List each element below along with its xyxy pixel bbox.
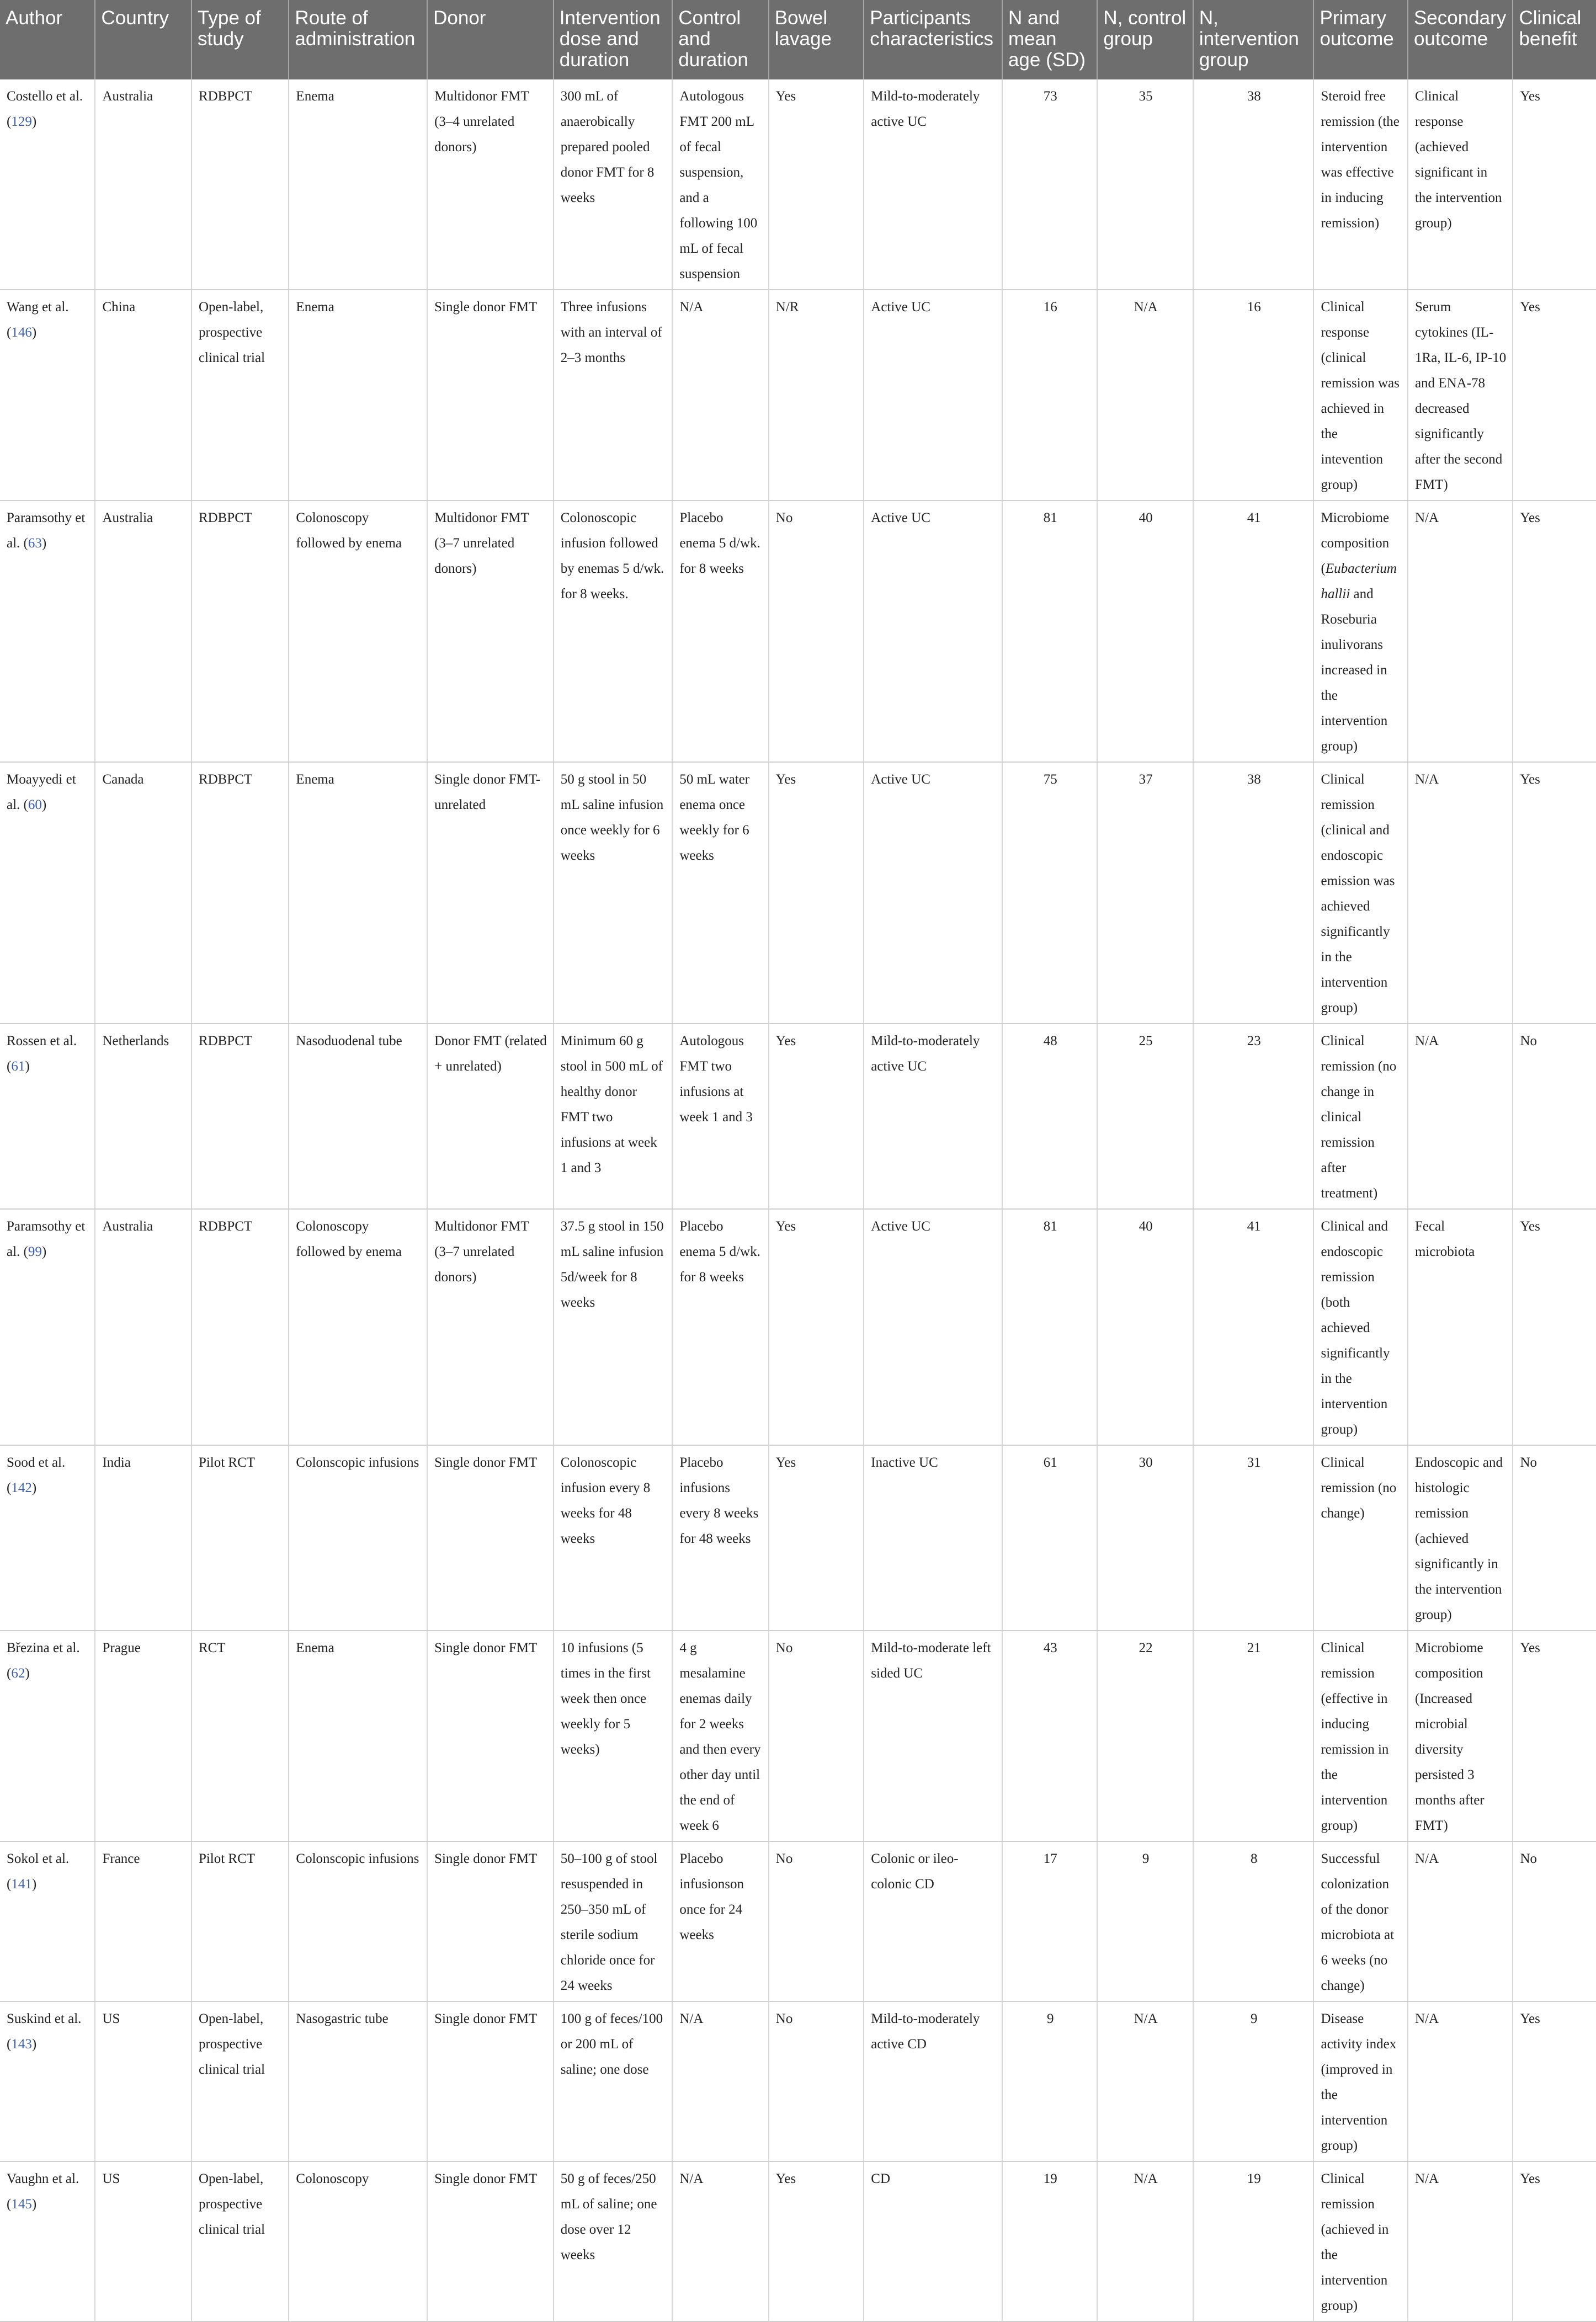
cell-n-intervention: 31 [1193, 1445, 1314, 1631]
cell-route: Enema [289, 762, 427, 1024]
cell-lavage: Yes [769, 1445, 864, 1631]
column-header: Donor [427, 0, 554, 79]
column-header: Primary outcome [1313, 0, 1407, 79]
cell-participants: Active UC [864, 290, 1002, 500]
reference-link[interactable]: 60 [28, 797, 42, 812]
cell-n-control: 35 [1097, 79, 1193, 290]
cell-author: Vaughn et al. (145) [0, 2161, 95, 2321]
cell-control: Placebo enema 5 d/wk. for 8 weeks [672, 500, 768, 762]
cell-study: Open-label, prospective clinical trial [191, 290, 289, 500]
cell-secondary: Serum cytokines (IL-1Ra, IL-6, IP-10 and ENA-78 decreased significantly after the second FMT) [1408, 290, 1513, 500]
cell-benefit: No [1513, 1445, 1596, 1631]
cell-benefit: Yes [1513, 500, 1596, 762]
cell-n-control: N/A [1097, 2161, 1193, 2321]
cell-author: Moayyedi et al. (60) [0, 762, 95, 1024]
cell-secondary: Microbiome composition (Increased microbial diversity persisted 3 months after FMT) [1408, 1631, 1513, 1841]
cell-control: Autologous FMT two infusions at week 1 and 3 [672, 1024, 768, 1209]
cell-lavage: N/R [769, 290, 864, 500]
reference-link[interactable]: 146 [11, 325, 32, 340]
cell-lavage: Yes [769, 79, 864, 290]
cell-benefit: Yes [1513, 79, 1596, 290]
cell-intervention: Colonoscopic infusion every 8 weeks for 48 weeks [554, 1445, 673, 1631]
cell-n-age: 17 [1002, 1841, 1097, 2001]
cell-route: Nasoduodenal tube [289, 1024, 427, 1209]
cell-author: Costello et al. (129) [0, 79, 95, 290]
cell-intervention: Minimum 60 g stool in 500 mL of healthy donor FMT two infusions at week 1 and 3 [554, 1024, 673, 1209]
cell-n-intervention: 21 [1193, 1631, 1314, 1841]
cell-n-intervention: 38 [1193, 79, 1314, 290]
column-header: Country [95, 0, 191, 79]
cell-n-intervention: 9 [1193, 2001, 1314, 2161]
cell-participants: Colonic or ileo-colonic CD [864, 1841, 1002, 2001]
cell-study: RDBPCT [191, 500, 289, 762]
author-name: Vaughn et al. [7, 2171, 79, 2186]
cell-route: Colonoscopy followed by enema [289, 500, 427, 762]
cell-donor: Single donor FMT [427, 2161, 554, 2321]
cell-benefit: No [1513, 1024, 1596, 1209]
table-row [0, 500, 1596, 762]
cell-study: RDBPCT [191, 762, 289, 1024]
cell-intervention: 50 g stool in 50 mL saline infusion once weekly for 6 weeks [554, 762, 673, 1024]
cell-n-age: 81 [1002, 500, 1097, 762]
table-row [0, 1445, 1596, 1631]
cell-author: Březina et al. (62) [0, 1631, 95, 1841]
cell-n-age: 16 [1002, 290, 1097, 500]
cell-author: Rossen et al. (61) [0, 1024, 95, 1209]
cell-donor: Multidonor FMT (3–4 unrelated donors) [427, 79, 554, 290]
cell-route: Enema [289, 1631, 427, 1841]
cell-primary: Disease activity index (improved in the intervention group) [1313, 2001, 1407, 2161]
cell-country: Australia [95, 500, 191, 762]
cell-secondary: N/A [1408, 500, 1513, 762]
cell-benefit: Yes [1513, 2161, 1596, 2321]
author-name: Rossen et al. [7, 1034, 77, 1048]
cell-n-intervention: 41 [1193, 1209, 1314, 1445]
cell-country: Australia [95, 79, 191, 290]
cell-intervention: 10 infusions (5 times in the first week then once weekly for 5 weeks) [554, 1631, 673, 1841]
cell-country: Canada [95, 762, 191, 1024]
column-header: Bowel lavage [769, 0, 864, 79]
cell-benefit: No [1513, 1841, 1596, 2001]
cell-country: China [95, 290, 191, 500]
cell-n-control: 25 [1097, 1024, 1193, 1209]
author-name: Paramsothy et al. [7, 510, 86, 551]
table-row [0, 762, 1596, 1024]
reference-link[interactable]: 141 [11, 1877, 32, 1892]
cell-n-age: 75 [1002, 762, 1097, 1024]
cell-n-control: 22 [1097, 1631, 1193, 1841]
column-header: N, control group [1097, 0, 1193, 79]
cell-study: RCT [191, 1631, 289, 1841]
column-header: Route of administration [289, 0, 427, 79]
cell-participants: Mild-to-moderate left sided UC [864, 1631, 1002, 1841]
cell-participants: CD [864, 2161, 1002, 2321]
cell-intervention: 50–100 g of stool resuspended in 250–350 mL of sterile sodium chloride once for 24 weeks [554, 1841, 673, 2001]
cell-country: Australia [95, 1209, 191, 1445]
table-body [0, 79, 1596, 2321]
cell-country: France [95, 1841, 191, 2001]
cell-primary: Clinical remission (achieved in the intervention group) [1313, 2161, 1407, 2321]
reference-link[interactable]: 62 [11, 1666, 25, 1681]
cell-secondary: N/A [1408, 2161, 1513, 2321]
cell-secondary: N/A [1408, 2001, 1513, 2161]
column-header: Participants characteristics [864, 0, 1002, 79]
cell-control: N/A [672, 2161, 768, 2321]
cell-primary: Clinical remission (no change in clinical remission after treatment) [1313, 1024, 1407, 1209]
table-row [0, 1024, 1596, 1209]
cell-benefit: Yes [1513, 1209, 1596, 1445]
cell-intervention: 50 g of feces/250 mL of saline; one dose over 12 weeks [554, 2161, 673, 2321]
cell-lavage: No [769, 1841, 864, 2001]
cell-n-intervention: 16 [1193, 290, 1314, 500]
column-header: Control and duration [672, 0, 768, 79]
author-name: Suskind et al. [7, 2011, 82, 2026]
reference-link[interactable]: 63 [28, 536, 42, 551]
column-header: N and mean age (SD) [1002, 0, 1097, 79]
cell-secondary: N/A [1408, 1024, 1513, 1209]
reference-link[interactable]: 61 [11, 1059, 25, 1074]
table-row [0, 2161, 1596, 2321]
cell-lavage: No [769, 1631, 864, 1841]
table-row [0, 79, 1596, 290]
cell-n-age: 9 [1002, 2001, 1097, 2161]
cell-n-control: 37 [1097, 762, 1193, 1024]
cell-intervention: 300 mL of anaerobically prepared pooled donor FMT for 8 weeks [554, 79, 673, 290]
cell-author: Wang et al. (146) [0, 290, 95, 500]
author-name: Wang et al. [7, 300, 69, 315]
cell-participants: Active UC [864, 1209, 1002, 1445]
author-name: Moayyedi et al. [7, 772, 76, 812]
cell-donor: Multidonor FMT (3–7 unrelated donors) [427, 500, 554, 762]
primary-text: and Roseburia inulivorans increased in the intervention group) [1321, 587, 1388, 754]
cell-donor: Single donor FMT-unrelated [427, 762, 554, 1024]
cell-donor: Single donor FMT [427, 1841, 554, 2001]
cell-study: Open-label, prospective clinical trial [191, 2161, 289, 2321]
cell-control: Placebo infusionson once for 24 weeks [672, 1841, 768, 2001]
author-name: Costello et al. [7, 89, 83, 104]
cell-secondary: Clinical response (achieved significant in the intervention group) [1408, 79, 1513, 290]
cell-n-intervention: 19 [1193, 2161, 1314, 2321]
cell-author: Paramsothy et al. (63) [0, 500, 95, 762]
cell-lavage: No [769, 2001, 864, 2161]
cell-n-age: 61 [1002, 1445, 1097, 1631]
cell-route: Nasogastric tube [289, 2001, 427, 2161]
cell-benefit: Yes [1513, 1631, 1596, 1841]
cell-study: RDBPCT [191, 1209, 289, 1445]
cell-n-intervention: 41 [1193, 500, 1314, 762]
cell-control: Placebo enema 5 d/wk. for 8 weeks [672, 1209, 768, 1445]
cell-control: N/A [672, 2001, 768, 2161]
cell-benefit: Yes [1513, 762, 1596, 1024]
cell-author: Paramsothy et al. (99) [0, 1209, 95, 1445]
cell-study: Pilot RCT [191, 1841, 289, 2001]
cell-donor: Single donor FMT [427, 2001, 554, 2161]
cell-participants: Inactive UC [864, 1445, 1002, 1631]
column-header: Clinical benefit [1513, 0, 1596, 79]
cell-route: Colonoscopy [289, 2161, 427, 2321]
cell-primary: Steroid free remission (the intervention was effective in inducing remission) [1313, 79, 1407, 290]
cell-n-intervention: 38 [1193, 762, 1314, 1024]
column-header: Secondary outcome [1408, 0, 1513, 79]
cell-control: N/A [672, 290, 768, 500]
cell-primary: Clinical response (clinical remission was achieved in the intevention group) [1313, 290, 1407, 500]
cell-n-control: 30 [1097, 1445, 1193, 1631]
cell-primary [1313, 500, 1407, 762]
cell-donor: Donor FMT (related + unrelated) [427, 1024, 554, 1209]
author-name: Sood et al. [7, 1455, 66, 1470]
cell-lavage: Yes [769, 1024, 864, 1209]
reference-link[interactable]: 129 [11, 114, 32, 129]
cell-country: US [95, 2001, 191, 2161]
cell-secondary: N/A [1408, 1841, 1513, 2001]
cell-secondary: Fecal microbiota [1408, 1209, 1513, 1445]
cell-n-intervention: 23 [1193, 1024, 1314, 1209]
cell-primary: Clinical remission (effective in inducing remission in the intervention group) [1313, 1631, 1407, 1841]
author-name: Sokol et al. [7, 1851, 70, 1866]
cell-benefit: Yes [1513, 290, 1596, 500]
cell-country: Prague [95, 1631, 191, 1841]
cell-benefit: Yes [1513, 2001, 1596, 2161]
cell-participants: Active UC [864, 762, 1002, 1024]
reference-link[interactable]: 143 [11, 2037, 32, 2052]
cell-intervention: Three infusions with an interval of 2–3 months [554, 290, 673, 500]
cell-donor: Single donor FMT [427, 1445, 554, 1631]
cell-n-age: 73 [1002, 79, 1097, 290]
header-row [0, 0, 1596, 79]
column-header: Type of study [191, 0, 289, 79]
species-name: Eubacterium hallii [1321, 561, 1397, 601]
cell-n-control: 9 [1097, 1841, 1193, 2001]
cell-intervention: 100 g of feces/100 or 200 mL of saline; one dose [554, 2001, 673, 2161]
cell-author: Sood et al. (142) [0, 1445, 95, 1631]
cell-study: RDBPCT [191, 1024, 289, 1209]
cell-donor: Multidonor FMT (3–7 unrelated donors) [427, 1209, 554, 1445]
table-row [0, 290, 1596, 500]
cell-author: Sokol et al. (141) [0, 1841, 95, 2001]
column-header: Intervention dose and duration [554, 0, 673, 79]
cell-country: US [95, 2161, 191, 2321]
cell-primary: Clinical remission (no change) [1313, 1445, 1407, 1631]
cell-author: Suskind et al. (143) [0, 2001, 95, 2161]
cell-route: Colonscopic infusions [289, 1445, 427, 1631]
table-row [0, 1631, 1596, 1841]
cell-secondary: N/A [1408, 762, 1513, 1024]
cell-n-age: 43 [1002, 1631, 1097, 1841]
cell-lavage: Yes [769, 1209, 864, 1445]
reference-link[interactable]: 145 [11, 2197, 32, 2212]
cell-n-age: 48 [1002, 1024, 1097, 1209]
cell-participants: Active UC [864, 500, 1002, 762]
cell-n-intervention: 8 [1193, 1841, 1314, 2001]
cell-control: Autologous FMT 200 mL of fecal suspension, and a following 100 mL of fecal suspension [672, 79, 768, 290]
cell-primary: Successful colonization of the donor microbiota at 6 weeks (no change) [1313, 1841, 1407, 2001]
primary-text: Microbiome composition ( [1321, 510, 1390, 576]
cell-study: Pilot RCT [191, 1445, 289, 1631]
cell-route: Colonoscopy followed by enema [289, 1209, 427, 1445]
author-name: Březina et al. [7, 1641, 80, 1655]
cell-n-control: N/A [1097, 290, 1193, 500]
cell-secondary: Endoscopic and histologic remission (achieved significantly in the intervention group) [1408, 1445, 1513, 1631]
cell-lavage: No [769, 500, 864, 762]
cell-country: India [95, 1445, 191, 1631]
cell-control: 4 g mesalamine enemas daily for 2 weeks and then every other day until the end of week 6 [672, 1631, 768, 1841]
cell-participants: Mild-to-moderately active CD [864, 2001, 1002, 2161]
column-header: N, intervention group [1193, 0, 1314, 79]
cell-control: Placebo infusions every 8 weeks for 48 weeks [672, 1445, 768, 1631]
cell-primary: Clinical and endoscopic remission (both achieved significantly in the intervention group) [1313, 1209, 1407, 1445]
table-row [0, 1209, 1596, 1445]
cell-lavage: Yes [769, 762, 864, 1024]
author-name: Paramsothy et al. [7, 1219, 86, 1259]
cell-route: Enema [289, 79, 427, 290]
column-header: Author [0, 0, 95, 79]
cell-participants: Mild-to-moderately active UC [864, 79, 1002, 290]
cell-n-control: 40 [1097, 1209, 1193, 1445]
cell-lavage: Yes [769, 2161, 864, 2321]
cell-intervention: 37.5 g stool in 150 mL saline infusion 5d/week for 8 weeks [554, 1209, 673, 1445]
cell-route: Enema [289, 290, 427, 500]
table-row [0, 1841, 1596, 2001]
cell-n-control: 40 [1097, 500, 1193, 762]
cell-study: Open-label, prospective clinical trial [191, 2001, 289, 2161]
cell-primary: Clinical remission (clinical and endoscopic emission was achieved significantly in the intervention group) [1313, 762, 1407, 1024]
cell-participants: Mild-to-moderately active UC [864, 1024, 1002, 1209]
table-row [0, 2001, 1596, 2161]
cell-intervention: Colonoscopic infusion followed by enemas 5 d/wk. for 8 weeks. [554, 500, 673, 762]
cell-country: Netherlands [95, 1024, 191, 1209]
cell-n-age: 81 [1002, 1209, 1097, 1445]
cell-n-control: N/A [1097, 2001, 1193, 2161]
cell-n-age: 19 [1002, 2161, 1097, 2321]
reference-link[interactable]: 99 [28, 1244, 42, 1259]
cell-control: 50 mL water enema once weekly for 6 weeks [672, 762, 768, 1024]
reference-link[interactable]: 142 [11, 1480, 32, 1495]
cell-donor: Single donor FMT [427, 1631, 554, 1841]
cell-study: RDBPCT [191, 79, 289, 290]
cell-route: Colonscopic infusions [289, 1841, 427, 2001]
cell-donor: Single donor FMT [427, 290, 554, 500]
